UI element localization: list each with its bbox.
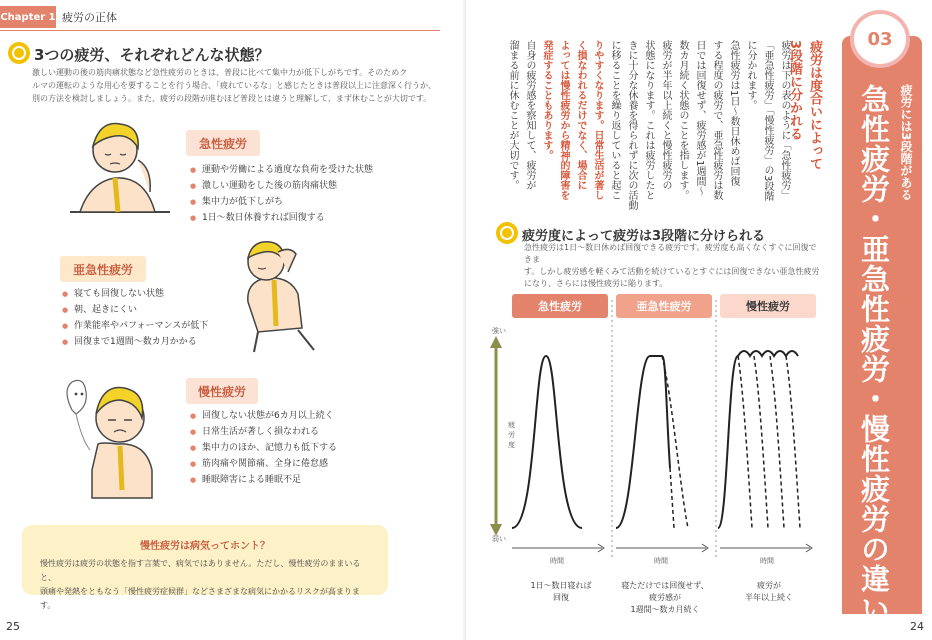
list-item: ● 朝、起きにくい bbox=[62, 302, 208, 318]
caption-line: 疲労が bbox=[757, 581, 781, 590]
chart-panel-title-acute: 急性疲労 bbox=[512, 294, 608, 318]
column-body-line: りやすくなります。日常生活が著し bbox=[592, 40, 603, 200]
note-line: 慢性疲労は疲労の状態を指す言葉で、病気ではありません。ただし、慢性疲労のままいると、 bbox=[40, 559, 361, 582]
list-item: ● 激しい運動をした後の筋肉痛状態 bbox=[190, 178, 373, 194]
acute-symptom-list bbox=[190, 162, 373, 226]
column-body-line: 急性疲労は1日～数日休めば回復 bbox=[728, 40, 739, 187]
note-line: 頭痛や発熱をともなう「慢性疲労症候群」などさまざまな病気にかかるリスクが高まります。 bbox=[40, 587, 360, 610]
list-item: ● 寝ても回復しない状態 bbox=[62, 286, 208, 302]
column-body-line: 数カ月続く状態のことを指します。 bbox=[677, 40, 688, 200]
target-icon bbox=[8, 42, 30, 64]
x-axis-label: 時間 bbox=[654, 557, 668, 565]
note-box bbox=[22, 525, 388, 610]
note-title: 慢性疲労は病気ってホント？ bbox=[140, 541, 270, 552]
column-body-line: 疲労が半年以上続くと慢性疲労の bbox=[660, 40, 671, 190]
x-axis-label: 時間 bbox=[760, 557, 774, 565]
chart-caption-subacute bbox=[610, 580, 720, 616]
list-item: ● 集中力のほか、記憶力も低下する bbox=[190, 440, 337, 456]
column-body-line: 自身の疲労感を察知して、疲労が bbox=[524, 40, 535, 190]
list-item: ● 運動や労働による過度な負荷を受けた状態 bbox=[190, 162, 373, 178]
section-line: 急性疲労は1日～数日休めば回復できる疲労です。疲労度も高くなくすぐに回復できま bbox=[524, 243, 817, 264]
column-heading-line: 3段階に分かれる bbox=[787, 40, 802, 141]
chronic-decay-dashed bbox=[770, 356, 784, 528]
page-number-right: 24 bbox=[910, 620, 924, 633]
list-item: ● 睡眠障害による睡眠不足 bbox=[190, 472, 337, 488]
caption-line: 半年以上続く bbox=[745, 593, 793, 602]
subacute-decay-dashed bbox=[670, 468, 674, 528]
subacute-symptom-list bbox=[62, 286, 208, 350]
chart-panel-title-chronic: 慢性疲労 bbox=[720, 294, 816, 318]
y-axis-top-label: 強い bbox=[492, 327, 506, 335]
list-item: ● 日常生活が著しく損なわれる bbox=[190, 424, 337, 440]
acute-fatigue-curve bbox=[512, 356, 582, 528]
page-number-left: 25 bbox=[6, 620, 20, 633]
chart-caption-chronic bbox=[714, 580, 824, 604]
column-body-line: 疲労は下の表のように「急性疲労」 bbox=[779, 40, 790, 200]
chapter-title: 疲労の正体 bbox=[62, 11, 117, 24]
exhausted-man-illustration bbox=[42, 370, 182, 500]
column-body-line: する程度の疲労で、亜急性疲労は数 bbox=[711, 40, 722, 200]
y-axis-arrowhead-top bbox=[490, 336, 502, 348]
caption-line: 疲労感が bbox=[649, 593, 681, 602]
subacute-fatigue-curve bbox=[616, 356, 670, 528]
chart-section-heading: 疲労度によって疲労は3段階に分けられる bbox=[522, 229, 766, 244]
caption-line: 1週間～数カ月続く bbox=[630, 605, 700, 614]
section-heading: 3つの疲労、それぞれどんな状態？ bbox=[34, 46, 270, 64]
list-item: ● 作業能率やパフォーマンスが低下 bbox=[62, 318, 208, 334]
caption-line: 寝ただけでは回復せず、 bbox=[621, 581, 709, 590]
section-line: す。しかし疲労感を軽くみて活動を続けているとすぐには回復できない亜急性疲労 bbox=[524, 267, 820, 276]
chronic-fatigue-curve bbox=[718, 351, 798, 528]
right-page bbox=[466, 0, 932, 640]
y-axis-label: 疲労度 bbox=[508, 421, 515, 449]
column-body-line: 状態になります。これは疲労したと bbox=[643, 40, 654, 200]
column-body-line: に移ることを繰り返していると起こ bbox=[609, 40, 620, 200]
banner-subtitle: 疲労には3段階がある bbox=[899, 84, 913, 201]
intro-line: 別の方法を検討しましょう。また、疲労の段階が進むほど普段とは違うと理解して、まず休むことが大切です。 bbox=[32, 94, 432, 103]
column-heading-line: 疲労は度合いによって bbox=[807, 40, 822, 170]
column-body-line: 溜まる前に休むことが大切です。 bbox=[507, 40, 518, 190]
column-body-line: く損なわれるだけでなく、場合に bbox=[575, 40, 586, 190]
chapter-tab: Chapter 1 bbox=[0, 6, 56, 28]
list-item: ● 集中力が低下しがち bbox=[190, 194, 373, 210]
y-axis-bottom-label: 弱い bbox=[492, 535, 506, 543]
intro-line: ルマの運転のような用心を要することを行う場合、「疲れているな」と感じたときは普段以上に注意深く行うか、 bbox=[32, 81, 436, 90]
acute-fatigue-label: 急性疲労 bbox=[186, 130, 260, 156]
chronic-fatigue-label: 慢性疲労 bbox=[186, 378, 258, 404]
column-body-line: きに十分な休養を得られずに次の活動 bbox=[626, 40, 637, 210]
section-number-badge: 03 bbox=[850, 10, 910, 68]
chronic-decay-dashed bbox=[754, 356, 768, 528]
fatigue-chart bbox=[466, 0, 932, 640]
x-axis-label: 時間 bbox=[550, 557, 564, 565]
section-line: になり、さらには慢性疲労に陥ります。 bbox=[524, 279, 668, 288]
sitting-man-illustration bbox=[218, 232, 330, 356]
intro-line: 激しい運動の後の筋肉痛状態など急性疲労のときは、普段に比べて集中力が低下しがちです。そのためク bbox=[32, 68, 408, 77]
caption-line: 回復 bbox=[553, 593, 569, 602]
list-item: ● 回復まで1週間～数カ月かかる bbox=[62, 334, 208, 350]
intro-text bbox=[32, 66, 442, 105]
chart-panel-title-subacute: 亜急性疲労 bbox=[616, 294, 712, 318]
list-item: ● 回復しない状態が6カ月以上続く bbox=[190, 408, 337, 424]
list-item: ● 筋肉痛や関節痛、全身に倦怠感 bbox=[190, 456, 337, 472]
chart-caption-acute bbox=[506, 580, 616, 604]
banner-title: 急性疲労・亜急性疲労・慢性疲労の違い bbox=[857, 84, 891, 624]
column-body-line: 日では回復せず、疲労感が1週間～ bbox=[694, 40, 705, 197]
column-body-line: よっては慢性疲労から精神的障害を bbox=[558, 40, 569, 200]
tired-man-illustration bbox=[60, 112, 180, 220]
chronic-decay-dashed bbox=[786, 356, 800, 528]
chronic-symptom-list bbox=[190, 408, 337, 488]
note-text bbox=[40, 557, 372, 613]
caption-line: 1日～数日寝れば bbox=[530, 581, 592, 590]
column-body-line: 発症することもあります。 bbox=[541, 40, 552, 160]
chapter-rule bbox=[0, 30, 440, 31]
column-body-line: に分かれます。 bbox=[745, 40, 756, 110]
chronic-decay-dashed bbox=[738, 356, 752, 528]
column-body-line: 「亜急性疲労」「慢性疲労」の3段階 bbox=[762, 40, 773, 202]
list-item: ● 1日～数日休養すれば回復する bbox=[190, 210, 373, 226]
subacute-fatigue-label: 亜急性疲労 bbox=[60, 256, 146, 282]
